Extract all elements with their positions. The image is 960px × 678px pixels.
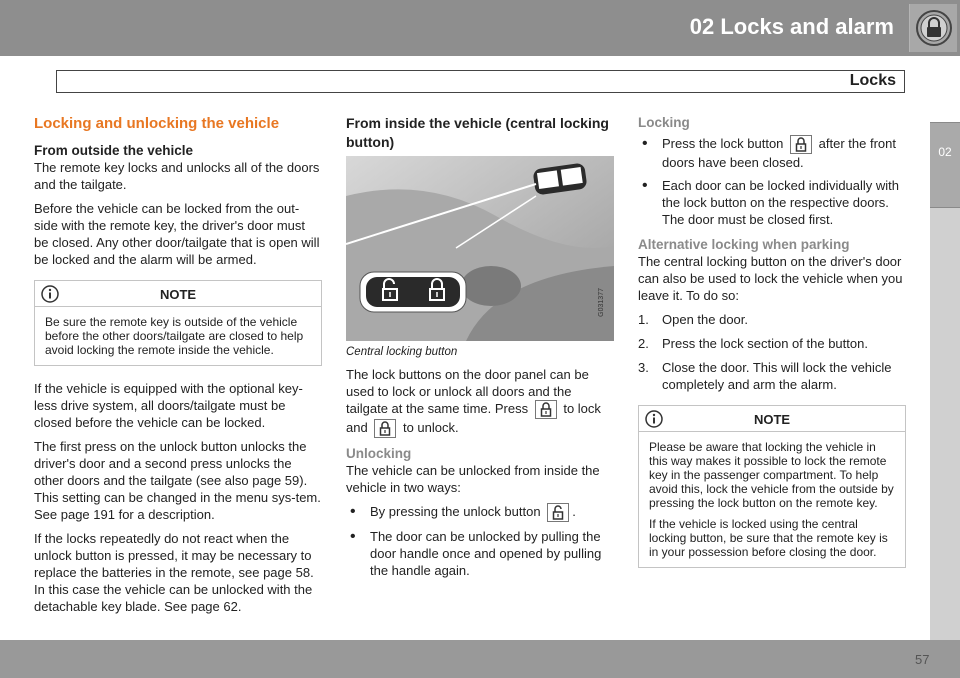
list-item [638, 359, 906, 393]
lock-button-icon [535, 400, 557, 419]
note-body [35, 307, 321, 365]
column-right [638, 114, 906, 582]
paragraph: The central locking button on the driver's door can also be used to lock the vehicle when you leave it. To do so: [638, 254, 903, 304]
column-middle [346, 114, 614, 587]
lock-button-icon [374, 419, 396, 438]
footer-bar [0, 640, 960, 678]
section-title-bar [56, 70, 905, 93]
note-title: NOTE [159, 287, 197, 302]
note-box [34, 280, 322, 366]
paragraph: Before the vehicle can be locked from the out-side with the remote key, the driver's door must be closed. Any other door/tailgate that is open will be locked and the alarm will be armed. [34, 201, 320, 267]
chapter-side-tab-label: 02 [938, 145, 952, 159]
list-item [638, 135, 906, 171]
note-header [639, 406, 905, 432]
step-text: Close the door. This will lock the vehicle completely and arm the alarm. [662, 360, 892, 393]
paragraph: If the vehicle is equipped with the optional key-less drive system, all doors/tailgate must be closed before the vehicle can be locked. [34, 381, 303, 430]
text-span: The lock buttons on the door panel can be used to lock or unlock all doors and the tailgate at the same time. Press [346, 367, 589, 416]
text-span: By pressing the unlock button [370, 504, 541, 520]
note-box [638, 405, 906, 568]
step-number: 2. [638, 336, 649, 352]
paragraph: The vehicle can be unlocked from inside the vehicle in two ways: [346, 463, 600, 496]
locking-list [638, 135, 906, 228]
subheading-outside: From outside the vehicle [34, 143, 194, 158]
list-item [346, 503, 614, 522]
text-span: after the front doors have been closed. [662, 136, 896, 171]
step-number: 3. [638, 360, 649, 376]
note-text: Please be aware that locking the vehicle in this way makes it possible to lock the remote key in the passenger compartment. To help avoid this, lock the vehicle from the outside by pressing the lock button on the remote key. [649, 440, 894, 511]
list-item: • Each door can be locked individually with the lock button on the respective doors. The door must be closed first. [638, 177, 906, 228]
text-span: . [572, 504, 576, 520]
list-item [638, 311, 906, 328]
central-locking-photo [346, 156, 614, 341]
list-item [638, 335, 906, 352]
page-number: 57 [915, 652, 930, 667]
column-left [34, 114, 322, 622]
subheading-locking: Locking [638, 115, 690, 130]
steps-list [638, 311, 906, 393]
step-number: 1. [638, 312, 649, 328]
section-title: Locks [849, 72, 896, 89]
padlock-icon [909, 4, 957, 52]
unlock-button-icon [547, 503, 569, 522]
chapter-title: 02 Locks and alarm [689, 14, 894, 39]
paragraph-lock-buttons [346, 366, 614, 438]
subheading-unlocking: Unlocking [346, 446, 412, 462]
photo-code: G031377 [598, 288, 605, 317]
note-text: If the vehicle is locked using the central locking button, be sure that the remote key is in your possession before closing the door. [649, 517, 888, 560]
subheading-alternative: Alternative locking when parking [638, 237, 850, 253]
note-body [639, 432, 905, 567]
lock-button-icon [790, 135, 812, 154]
text-span: Press the lock button [662, 136, 784, 151]
note-text: Be sure the remote key is outside of the vehicle before the other doors/tailgate are closed to help avoid locking the remote inside the vehicle. [45, 315, 304, 357]
step-text: Press the lock section of the button. [662, 336, 868, 352]
note-header [35, 281, 321, 307]
list-item: • The door can be unlocked by pulling the door handle once and opened by pulling the handle again. [346, 528, 614, 579]
subheading-inside: From inside the vehicle (central locking button) [346, 115, 609, 150]
chapter-side-tab[interactable] [930, 122, 960, 208]
photo-caption: Central locking button [346, 346, 458, 358]
paragraph: The remote key locks and unlocks all of the doors and the tailgate. [34, 160, 320, 192]
paragraph: The first press on the unlock button unlocks the driver's door and a second press unlocks the other doors and the tailgate (see also page 59). This setting can be changed in the menu sys-tem. See page 191 for a description. [34, 439, 321, 522]
step-text: Open the door. [662, 312, 749, 328]
text-span: to lock and [346, 401, 601, 436]
text-span: to unlock. [402, 420, 459, 436]
paragraph: If the locks repeatedly do not react when the unlock button is pressed, it may be necessary to replace the batteries in the remote, see page 58. In this case the vehicle can be unlocked with the detachable key blade. See page 62. [34, 531, 314, 614]
unlocking-list [346, 503, 614, 579]
section-heading: Locking and unlocking the vehicle [34, 115, 280, 132]
side-strip [930, 208, 960, 640]
note-title: NOTE [753, 412, 791, 428]
